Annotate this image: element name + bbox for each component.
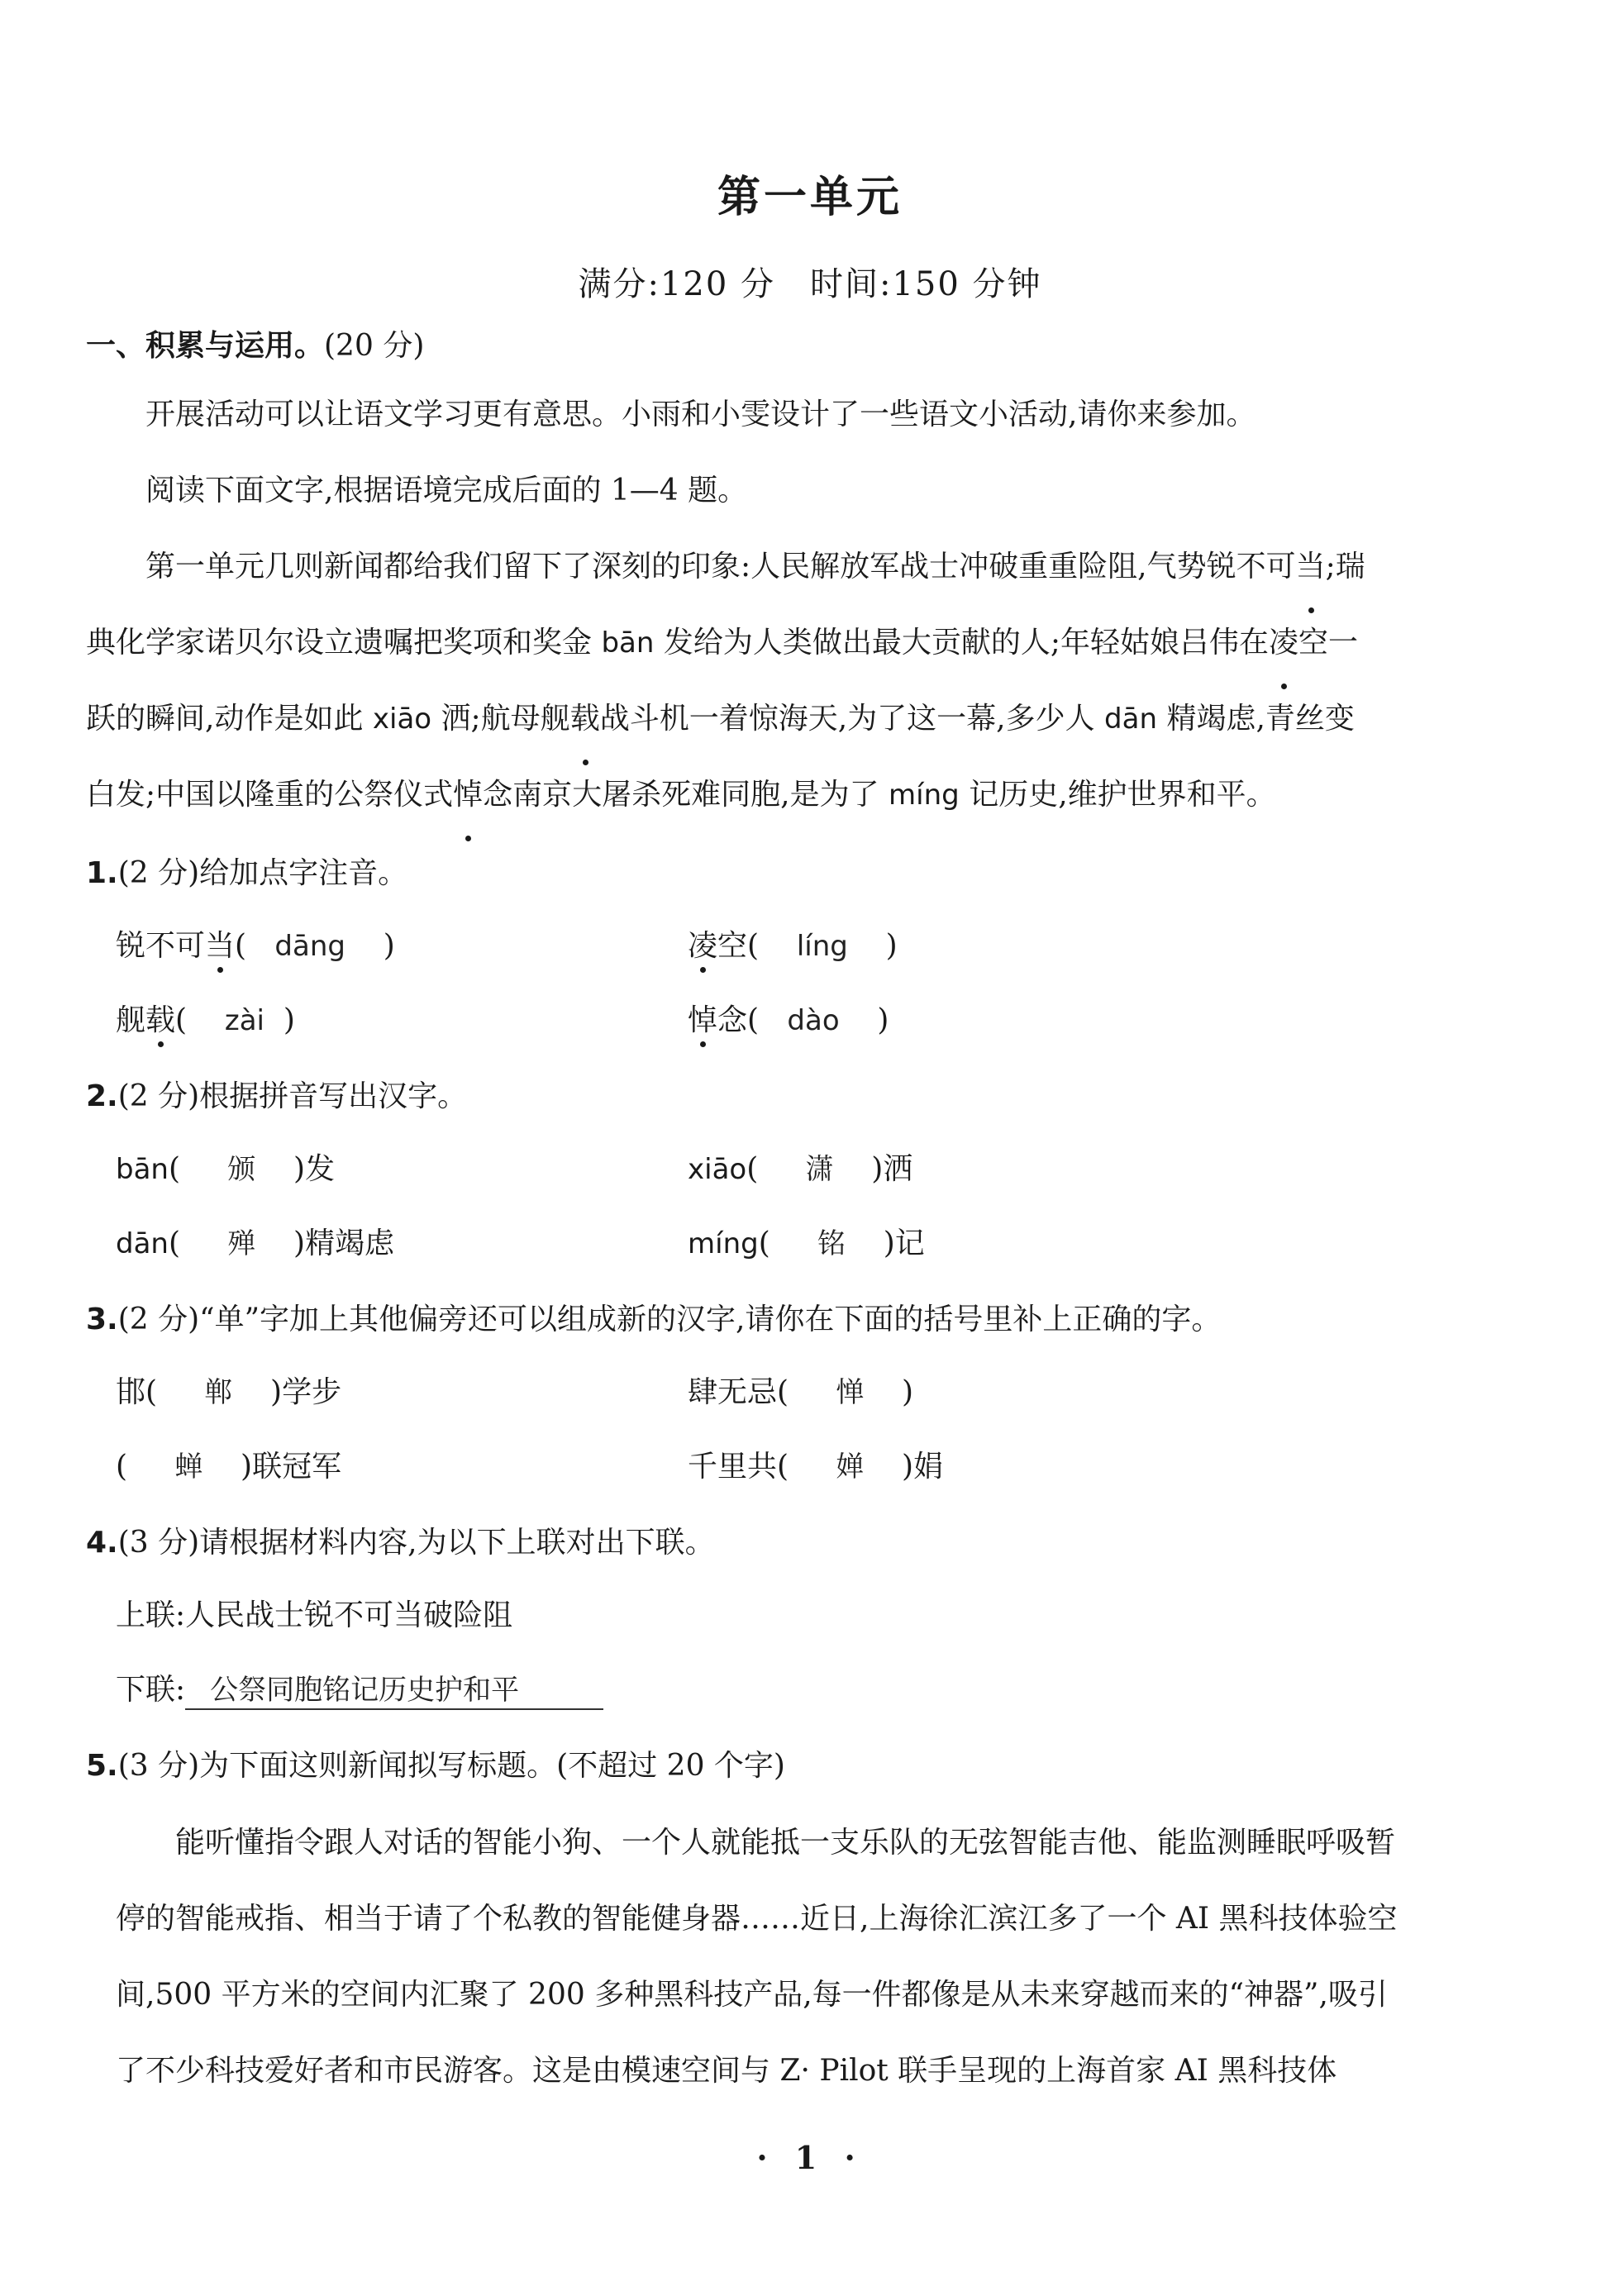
news-line-2: 停的智能戒指、相当于请了个私教的智能健身器……近日,上海徐汇滨江多了一个 AI 黑科技体验空 — [116, 1902, 1398, 1936]
answer-line[interactable]: 公祭同胞铭记历史护和平 — [185, 1672, 603, 1710]
pinyin: míng — [889, 779, 960, 812]
q1-item-2: 凌空( líng ) — [688, 922, 898, 965]
answer[interactable]: 婵 — [836, 1450, 865, 1484]
answer[interactable]: 蝉 — [174, 1450, 203, 1484]
q3-item-4: 千里共( 婵 )娟 — [688, 1450, 944, 1484]
answer[interactable]: dào — [787, 1004, 840, 1037]
answer[interactable]: dāng — [274, 930, 345, 963]
q2-item-4: míng( 铭 )记 — [688, 1227, 925, 1260]
exam-info: 满分:120 分 时间:150 分钟 — [578, 265, 1042, 303]
dotted-char: 凌 — [1269, 605, 1298, 681]
upper-couplet: 上联:人民战士锐不可当破险阻 — [116, 1598, 513, 1632]
q3-item-3: ( 蝉 )联冠军 — [116, 1450, 342, 1484]
answer[interactable]: 铭 — [817, 1227, 846, 1260]
news-line-4: 了不少科技爱好者和市民游客。这是由模速空间与 Z· Pilot 联手呈现的上海首家 AI 黑科技体 — [116, 2054, 1337, 2088]
q3-item-1: 邯( 郸 )学步 — [116, 1375, 342, 1409]
q2-item-2: xiāo( 潇 )洒 — [688, 1152, 913, 1186]
pinyin: xiāo — [372, 703, 432, 736]
answer[interactable]: zài — [224, 1004, 264, 1037]
answer[interactable]: 郸 — [204, 1376, 233, 1409]
passage-line-3: 跃的瞬间,动作是如此 xiāo 洒;航母舰载战斗机一着惊海天,为了这一幕,多少人 dān 精竭虑,青丝变 — [86, 681, 1355, 757]
news-line-1: 能听懂指令跟人对话的智能小狗、一个人就能抵一支乐队的无弦智能吉他、能监测睡眠呼吸暂 — [175, 1826, 1396, 1860]
question-3: 3.(2 分)“单”字加上其他偏旁还可以组成新的汉字,请你在下面的括号里补上正确的字。 — [86, 1303, 1222, 1336]
answer[interactable]: 颁 — [227, 1153, 256, 1186]
section-label: 一、积累与运用。 — [86, 328, 325, 363]
dotted-char: 载 — [570, 681, 600, 757]
page-number: · 1 · — [756, 2139, 864, 2176]
question-4: 4.(3 分)请根据材料内容,为以下上联对出下联。 — [86, 1526, 715, 1560]
q1-item-3: 舰载( zài ) — [116, 997, 295, 1039]
section-heading — [86, 322, 424, 364]
answer[interactable]: 殚 — [227, 1227, 256, 1260]
passage-line-4: 白发;中国以隆重的公祭仪式悼念南京大屠杀死难同胞,是为了 míng 记历史,维护世界和平。 — [86, 757, 1276, 833]
q3-item-2: 肆无忌( 惮 ) — [688, 1375, 914, 1409]
news-line-3: 间,500 平方米的空间内汇聚了 200 多种黑科技产品,每一件都像是从未来穿越而来的“神器”,吸引 — [116, 1978, 1388, 2012]
question-1: 1.(2 分)给加点字注音。 — [86, 856, 408, 890]
q2-item-3: dān( 殚 )精竭虑 — [116, 1227, 395, 1260]
q1-item-4: 悼念( dào ) — [688, 997, 889, 1039]
answer[interactable]: 惮 — [836, 1376, 865, 1409]
answer[interactable]: 潇 — [805, 1153, 834, 1186]
intro-line-1: 开展活动可以让语文学习更有意思。小雨和小雯设计了一些语文小活动,请你来参加。 — [145, 398, 1256, 431]
question-2: 2.(2 分)根据拼音写出汉字。 — [86, 1079, 468, 1113]
pinyin: bān — [601, 626, 655, 660]
q1-item-1: 锐不可当( dāng ) — [116, 922, 395, 965]
passage-line-2: 典化学家诺贝尔设立遗嘱把奖项和奖金 bān 发给为人类做出最大贡献的人;年轻姑娘吕伟在凌空一 — [86, 605, 1358, 681]
dotted-char: 当 — [1296, 529, 1326, 605]
section-points: (20 分) — [324, 329, 425, 363]
passage-line-1: 第一单元几则新闻都给我们留下了深刻的印象:人民解放军战士冲破重重险阻,气势锐不可当;瑞 — [145, 529, 1365, 605]
intro-line-2: 阅读下面文字,根据语境完成后面的 1—4 题。 — [145, 474, 748, 507]
question-5: 5.(3 分)为下面这则新闻拟写标题。(不超过 20 个字) — [86, 1749, 785, 1783]
answer[interactable]: líng — [796, 930, 848, 963]
page-title: 第一单元 — [717, 172, 903, 222]
q2-item-1: bān( 颁 )发 — [116, 1152, 336, 1186]
pinyin: dān — [1104, 703, 1158, 736]
dotted-char: 悼 — [453, 757, 483, 833]
lower-couplet: 下联: 公祭同胞铭记历史护和平 — [116, 1666, 603, 1710]
